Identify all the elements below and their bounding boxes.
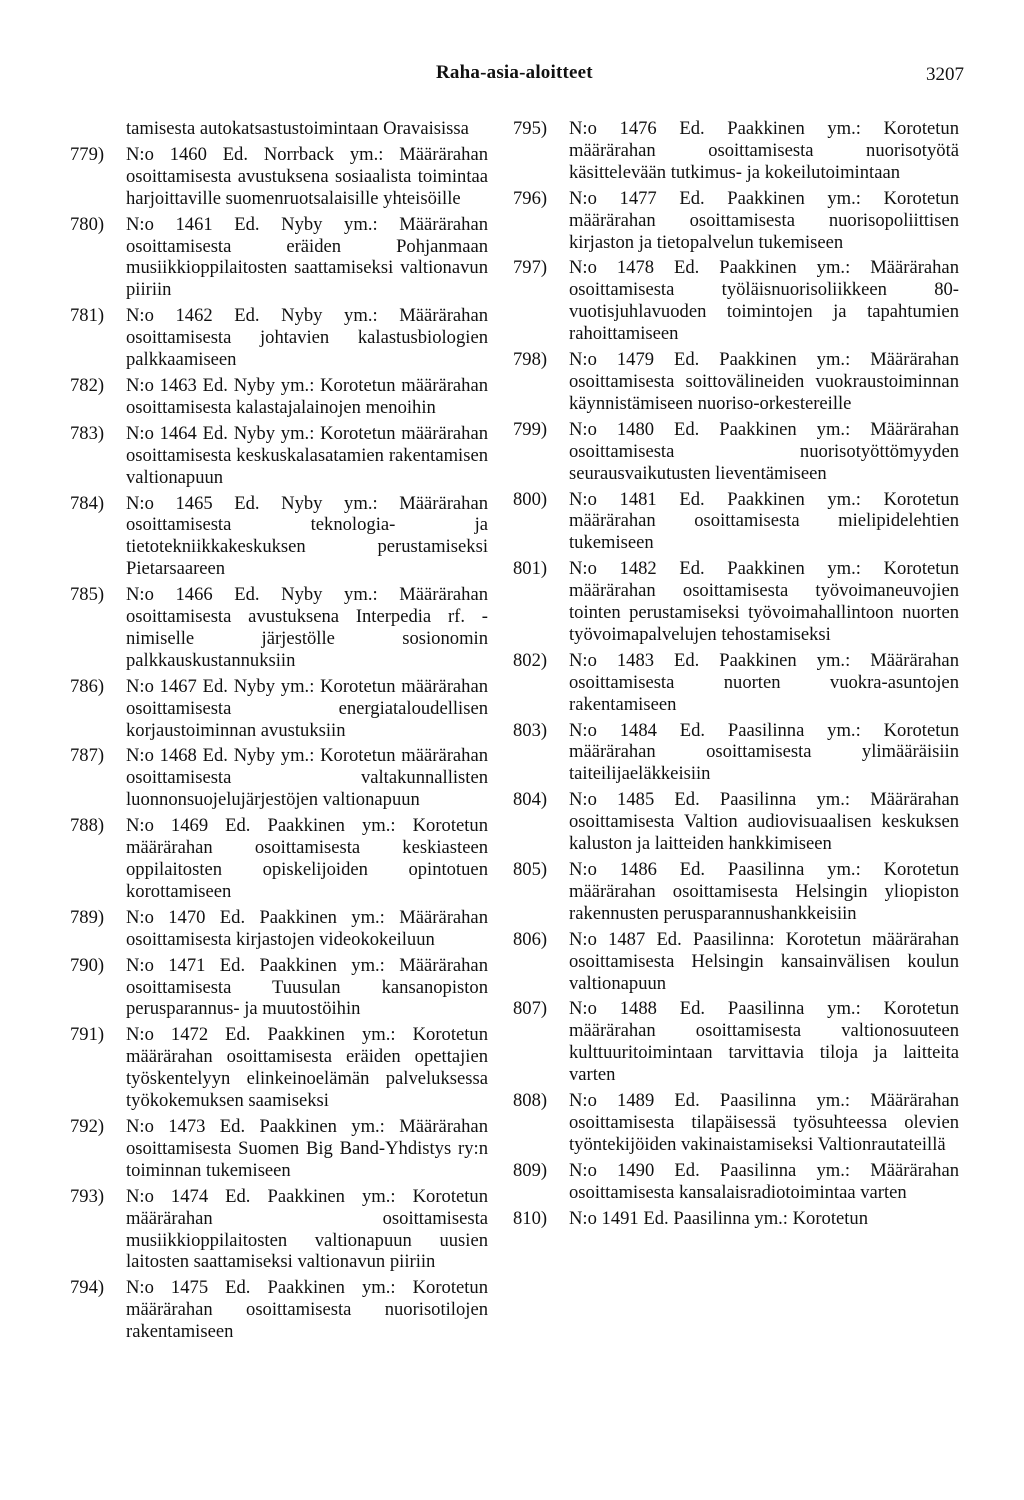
list-item [513, 558, 959, 646]
entry-text: N:o 1476 Ed. Paakkinen ym.: Korotetun määrärahan osoittamisesta nuorisotyötä käsittelevään tutkimus- ja kokeilutoimintaan [569, 118, 959, 183]
list-item [513, 720, 959, 786]
list-item [513, 859, 959, 925]
entry-number: 797) [513, 257, 548, 279]
running-title: Raha-asia-aloitteet [436, 62, 593, 83]
entry-text: N:o 1473 Ed. Paakkinen ym.: Määrärahan osoittamisesta Suomen Big Band-Yhdistys ry:n toiminnan tukemiseen [126, 1115, 488, 1181]
entry-text: N:o 1474 Ed. Paakkinen ym.: Korotetun määrärahan osoittamisesta musiikkioppilaitosten valtionapuun uusien laitosten saattamiseksi valtionavun piiriin [126, 1185, 488, 1273]
entry-text: N:o 1491 Ed. Paasilinna ym.: Korotetun [569, 1207, 869, 1229]
entry-number: 786) [70, 675, 105, 697]
entry-number: 807) [513, 998, 548, 1020]
entry-text: N:o 1466 Ed. Nyby ym.: Määrärahan osoittamisesta avustuksena Interpedia rf. -nimiselle järjestölle sosionomin palkkauskustannuksiin [126, 584, 488, 671]
entry-text: N:o 1486 Ed. Paasilinna ym.: Korotetun määrärahan osoittamisesta Helsingin yliopiston rakennusten perusparannushankkeisiin [569, 859, 959, 924]
entry-text: N:o 1484 Ed. Paasilinna ym.: Korotetun määrärahan osoittamisesta ylimääräisiin taiteilijaeläkkeisiin [569, 719, 959, 785]
entry-text: N:o 1467 Ed. Nyby ym.: Korotetun määrärahan osoittamisesta energiataloudellisen korjaustoiminnan avustuksiin [126, 675, 488, 741]
entry-text: N:o 1480 Ed. Paakkinen ym.: Määrärahan osoittamisesta nuorisotyöttömyyden seurausvaikutusten lieventämiseen [569, 418, 959, 484]
entry-text: N:o 1462 Ed. Nyby ym.: Määrärahan osoittamisesta johtavien kalastusbiologien palkkaamiseen [126, 305, 488, 371]
list-item [70, 955, 488, 1021]
list-item [513, 118, 959, 184]
list-item [70, 375, 488, 419]
list-item [513, 1208, 959, 1230]
list-item [70, 493, 488, 581]
list-item [513, 650, 959, 716]
list-item [70, 1277, 488, 1343]
list-item [70, 1186, 488, 1274]
entry-text: N:o 1489 Ed. Paasilinna ym.: Määrärahan osoittamisesta tilapäisessä työsuhteessa olevien työntekijöiden vakinaistamiseksi Valtionrautateillä [569, 1090, 959, 1155]
entry-text: N:o 1479 Ed. Paakkinen ym.: Määrärahan osoittamisesta soittovälineiden vuokraustoiminnan käynnistämiseen nuoriso-orkestereille [569, 349, 959, 414]
list-item [513, 929, 959, 995]
left-column [70, 118, 488, 1347]
continued-entry-text: tamisesta autokatsastustoimintaan Oravaisissa [126, 118, 469, 139]
entry-text: N:o 1490 Ed. Paasilinna ym.: Määrärahan osoittamisesta kansalaisradiotoimintaa varten [569, 1159, 959, 1203]
list-item [70, 214, 488, 302]
entry-text: N:o 1461 Ed. Nyby ym.: Määrärahan osoittamisesta eräiden Pohjanmaan musiikkioppilaitosten saattamiseksi valtionavun piiriin [126, 213, 488, 301]
list-item [70, 144, 488, 210]
entry-text: N:o 1483 Ed. Paakkinen ym.: Määrärahan osoittamisesta nuorten vuokra-asuntojen rakentamiseen [569, 649, 959, 715]
list-item [70, 676, 488, 742]
page-header [0, 62, 1024, 92]
entry-text: N:o 1477 Ed. Paakkinen ym.: Korotetun määrärahan osoittamisesta nuorisopoliittisen kirjaston ja tietopalvelun tukemiseen [569, 187, 959, 253]
list-item [513, 789, 959, 855]
entry-number: 789) [70, 906, 105, 928]
list-item [513, 188, 959, 254]
right-entry-list [513, 118, 959, 1230]
entry-number: 779) [70, 143, 105, 165]
list-item [513, 489, 959, 555]
list-item [70, 423, 488, 489]
entry-number: 780) [70, 213, 105, 235]
entry-text: N:o 1481 Ed. Paakkinen ym.: Korotetun määrärahan osoittamisesta mielipidelehtien tukemiseen [569, 488, 959, 554]
entry-number: 810) [513, 1207, 548, 1229]
entry-text: N:o 1472 Ed. Paakkinen ym.: Korotetun määrärahan osoittamisesta eräiden opettajien työskentelyyn elinkeinoelämän palveluksessa työkokemuksen saamiseksi [126, 1024, 488, 1112]
entry-number: 785) [70, 584, 105, 606]
entry-number: 794) [70, 1277, 105, 1299]
list-item [70, 1024, 488, 1112]
entry-text: N:o 1487 Ed. Paasilinna: Korotetun määrärahan osoittamisesta Helsingin kansainvälisen koulun valtionapuun [569, 928, 959, 994]
entry-text: N:o 1464 Ed. Nyby ym.: Korotetun määrärahan osoittamisesta keskuskalasatamien rakentamisen valtionapuun [126, 422, 488, 488]
entry-number: 784) [70, 492, 105, 514]
list-item [70, 907, 488, 951]
entry-number: 809) [513, 1159, 548, 1181]
entry-number: 790) [70, 954, 105, 976]
entry-number: 787) [70, 745, 105, 767]
entry-number: 806) [513, 928, 548, 950]
entry-number: 802) [513, 649, 548, 671]
entry-text: N:o 1460 Ed. Norrback ym.: Määrärahan osoittamisesta avustuksena sosiaalista toimintaa harjoittaville suomenruotsalaisille yhteisöille [126, 143, 488, 209]
list-item [513, 998, 959, 1086]
entry-number: 796) [513, 187, 548, 209]
list-item [513, 419, 959, 485]
entry-number: 803) [513, 719, 548, 741]
entry-number: 795) [513, 118, 548, 139]
entry-text: N:o 1471 Ed. Paakkinen ym.: Määrärahan osoittamisesta Tuusulan kansanopiston perusparannus- ja muutostöihin [126, 954, 488, 1020]
entry-number: 808) [513, 1090, 548, 1112]
list-item [70, 815, 488, 903]
entry-number: 791) [70, 1024, 105, 1046]
list-item [513, 349, 959, 415]
entry-text: N:o 1463 Ed. Nyby ym.: Korotetun määrärahan osoittamisesta kalastajalainojen menoihin [126, 374, 488, 418]
list-item [513, 257, 959, 345]
entry-number: 800) [513, 488, 548, 510]
page-number: 3207 [926, 64, 964, 85]
entry-number: 805) [513, 859, 548, 880]
list-item [513, 1090, 959, 1156]
right-column [513, 118, 959, 1234]
entry-text: N:o 1470 Ed. Paakkinen ym.: Määrärahan osoittamisesta kirjastojen videokokeiluun [126, 906, 488, 950]
entry-number: 792) [70, 1115, 105, 1137]
list-item [513, 1160, 959, 1204]
list-item [70, 305, 488, 371]
list-item [70, 745, 488, 811]
entry-number: 804) [513, 789, 548, 811]
entry-number: 798) [513, 349, 548, 371]
list-item [70, 1116, 488, 1182]
entry-text: N:o 1488 Ed. Paasilinna ym.: Korotetun määrärahan osoittamisesta valtionosuuteen kulttuuritoimintaan tarvittavia tiloja ja laitteita varten [569, 998, 959, 1086]
entry-text: N:o 1469 Ed. Paakkinen ym.: Korotetun määrärahan osoittamisesta keskiasteen oppilaitosten opiskelijoiden opintotuen korottamiseen [126, 815, 488, 902]
entry-number: 781) [70, 305, 105, 327]
entry-text: N:o 1478 Ed. Paakkinen ym.: Määrärahan osoittamisesta työläisnuorisoliikkeen 80-vuotisjuhlavuoden toimintojen ja tapahtumien rahoittamiseen [569, 257, 959, 345]
entry-text: N:o 1465 Ed. Nyby ym.: Määrärahan osoittamisesta teknologia- ja tietotekniikkakeskuksen perustamiseksi Pietarsaareen [126, 492, 488, 580]
entry-number: 799) [513, 418, 548, 440]
entry-number: 793) [70, 1185, 105, 1207]
entry-text: N:o 1485 Ed. Paasilinna ym.: Määrärahan osoittamisesta Valtion audiovisuaalisen keskuksen kaluston ja laitteiden hankkimiseen [569, 789, 959, 855]
list-item [70, 584, 488, 672]
entry-number: 783) [70, 422, 105, 444]
entry-number: 801) [513, 558, 548, 580]
entry-number: 782) [70, 374, 105, 396]
entry-number: 788) [70, 815, 105, 837]
left-entry-list [70, 144, 488, 1343]
entry-text: N:o 1468 Ed. Nyby ym.: Korotetun määrärahan osoittamisesta valtakunnallisten luonnonsuojelujärjestöjen valtionapuun [126, 745, 488, 811]
entry-text: N:o 1482 Ed. Paakkinen ym.: Korotetun määrärahan osoittamisesta työvoimaneuvojien tointen perustamiseksi työvoimahallintoon nuorten työvoimapalvelujen tehostamiseksi [569, 558, 959, 645]
entry-text: N:o 1475 Ed. Paakkinen ym.: Korotetun määrärahan osoittamisesta nuorisotilojen rakentamiseen [126, 1277, 488, 1343]
